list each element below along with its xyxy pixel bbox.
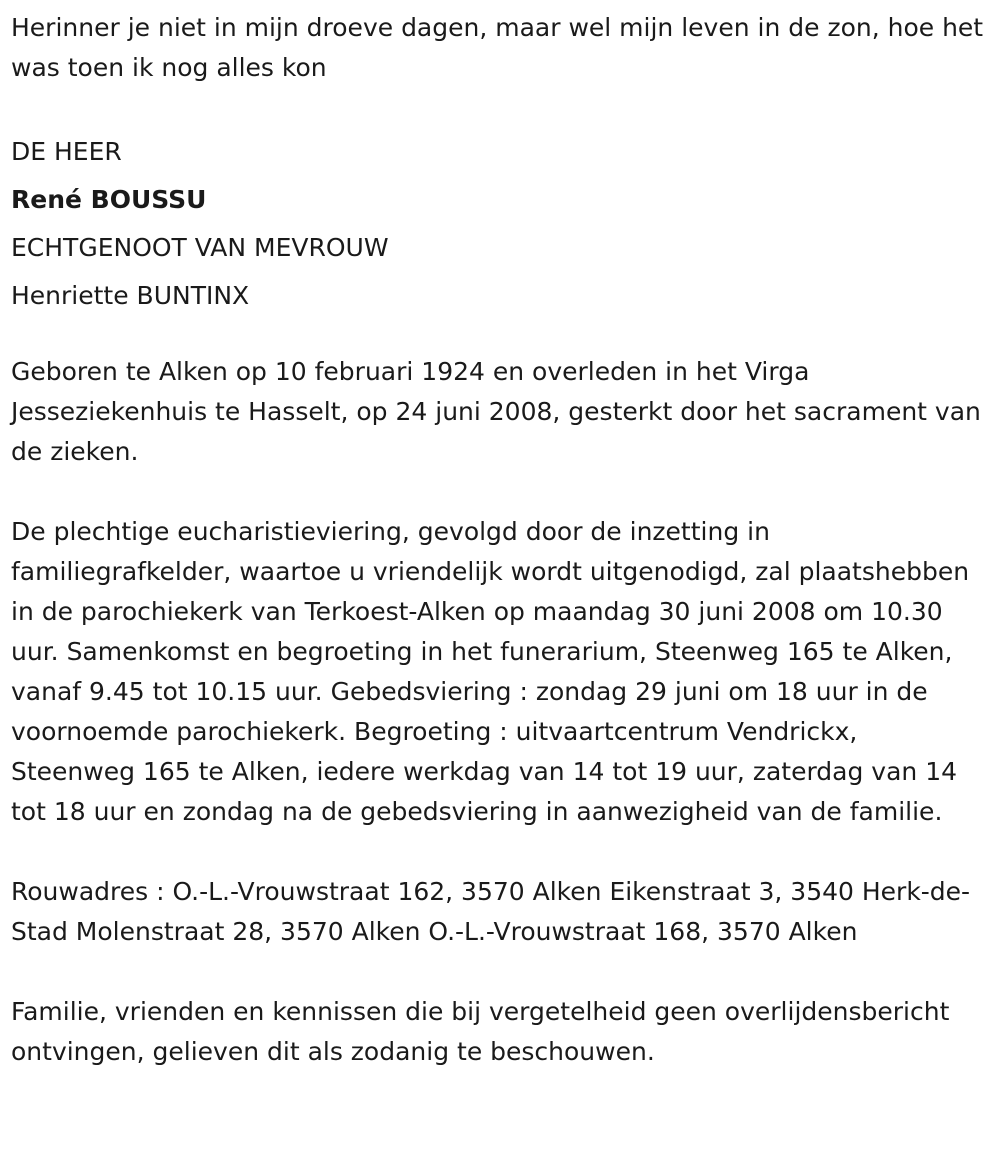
- spouse-name: Henriette BUNTINX: [11, 281, 250, 310]
- obituary-document: [11, 8, 988, 1072]
- opening-quote: Herinner je niet in mijn droeve dagen, maar wel mijn leven in de zon, hoe het was toen ik nog alles kon: [11, 13, 984, 82]
- deceased-heading: [11, 128, 988, 320]
- birth-death-paragraph: Geboren te Alken op 10 februari 1924 en overleden in het Virga Jesseziekenhuis te Hasselt, op 24 juni 2008, gesterkt door het sacrament van de zieken.: [11, 357, 981, 466]
- relation-label: ECHTGENOOT VAN MEVROUW: [11, 233, 389, 262]
- ceremony-paragraph: De plechtige eucharistieviering, gevolgd door de inzetting in familiegrafkelder, waartoe u vriendelijk wordt uitgenodigd, zal plaatshebben in de parochiekerk van Terkoest-Alken op maandag 30 juni 2008 om 10.30 uur. Samenkomst en begroeting in het funerarium, Steenweg 165 te Alken, vanaf 9.45 tot 10.15 uur. Gebedsviering : zondag 29 juni om 18 uur in de voornoemde parochiekerk. Begroeting : uitvaartcentrum Vendrickx, Steenweg 165 te Alken, iedere werkdag van 14 tot 19 uur, zaterdag van 14 tot 18 uur en zondag na de gebedsviering in aanwezigheid van de familie.: [11, 517, 970, 826]
- mourning-address-paragraph: Rouwadres : O.-L.-Vrouwstraat 162, 3570 Alken Eikenstraat 3, 3540 Herk-de-Stad Molenstraat 28, 3570 Alken O.-L.-Vrouwstraat 168, 3570 Alken: [11, 877, 971, 946]
- honorific: DE HEER: [11, 137, 122, 166]
- closing-paragraph: Familie, vrienden en kennissen die bij vergetelheid geen overlijdensbericht ontvingen, gelieven dit als zodanig te beschouwen.: [11, 997, 950, 1066]
- deceased-name: René BOUSSU: [11, 185, 207, 214]
